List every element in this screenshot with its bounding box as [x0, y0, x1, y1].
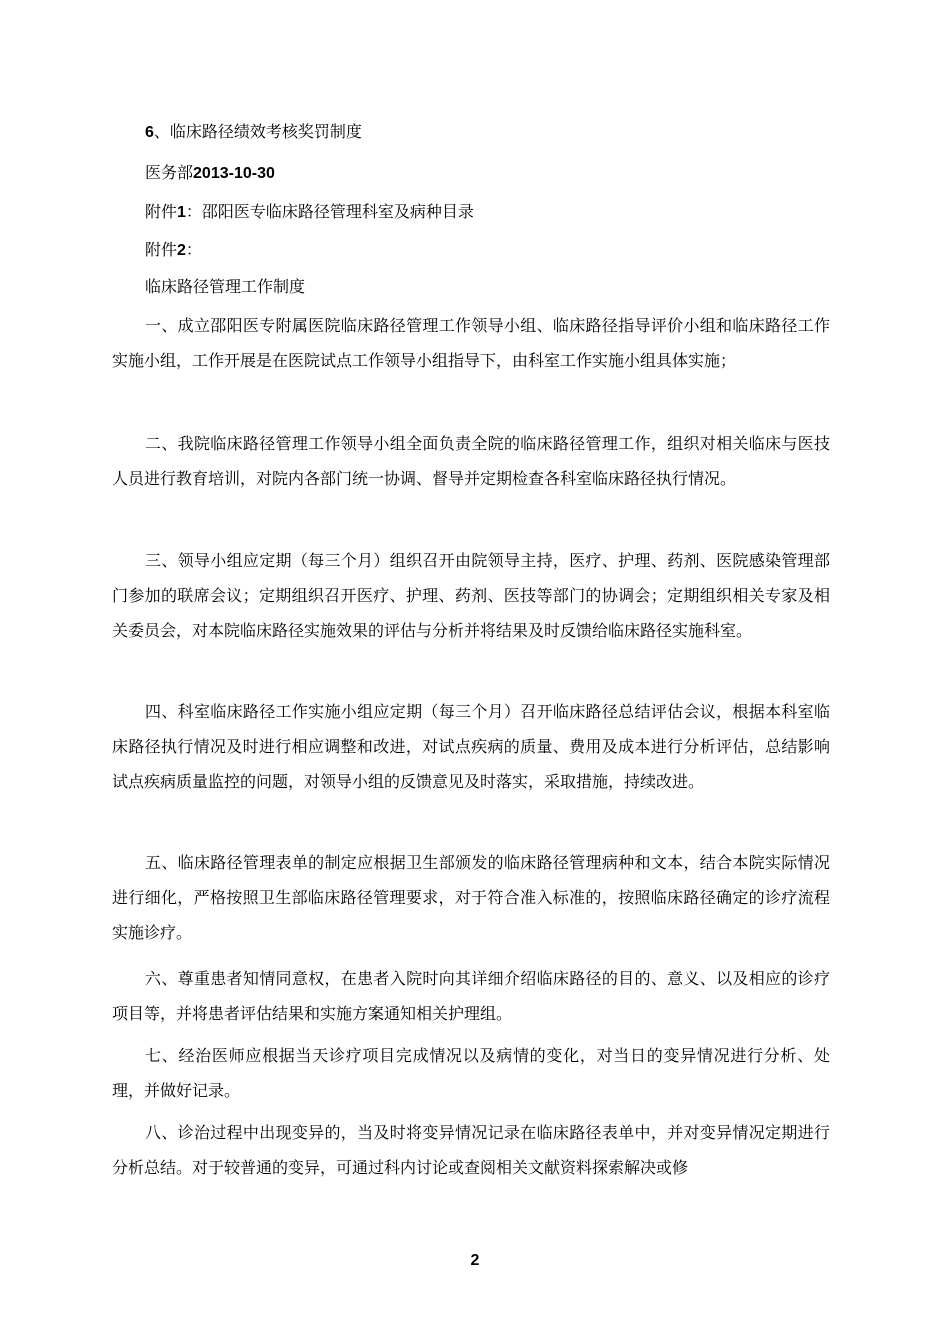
page-number: 2 [470, 1252, 480, 1269]
paragraph-2: 二、我院临床路径管理工作领导小组全面负责全院的临床路径管理工作，组织对相关临床与医技人员进行教育培训，对院内各部门统一协调、督导并定期检查各科室临床路径执行情况。 [112, 434, 830, 488]
paragraph-3: 三、领导小组应定期（每三个月）组织召开由院领导主持，医疗、护理、药剂、医院感染管理部门参加的联席会议；定期组织召开医疗、护理、药剂、医技等部门的协调会；定期组织相关专家及相关委员会，对本院临床路径实施效果的评估与分析并将结果及时反馈给临床路径实施科室。 [112, 551, 830, 640]
item-6-number: 6 [145, 124, 154, 141]
section-title: 临床路径管理工作制度 [145, 277, 306, 296]
attachment-1-label: 附件 [145, 202, 178, 221]
attachment-2-text: ： [185, 240, 202, 259]
attachment-1-line [145, 202, 474, 223]
paragraph-1: 一、成立邵阳医专附属医院临床路径管理工作领导小组、临床路径指导评价小组和临床路径工作实施小组，工作开展是在医院试点工作领导小组指导下，由科室工作实施小组具体实施； [112, 316, 830, 370]
attachment-2-line [145, 240, 202, 261]
item-6-line [145, 122, 362, 143]
attachment-1-text: ：邵阳医专临床路径管理科室及病种目录 [185, 202, 474, 221]
paragraph-6: 六、尊重患者知情同意权，在患者入院时向其详细介绍临床路径的目的、意义、以及相应的诊疗项目等，并将患者评估结果和实施方案通知相关护理组。 [112, 969, 830, 1023]
attachment-2-label: 附件 [145, 240, 178, 259]
paragraph-5: 五、临床路径管理表单的制定应根据卫生部颁发的临床路径管理病种和文本，结合本院实际情况进行细化，严格按照卫生部临床路径管理要求，对于符合准入标准的，按照临床路径确定的诊疗流程实施诊疗。 [112, 853, 830, 942]
paragraph-4: 四、科室临床路径工作实施小组应定期（每三个月）召开临床路径总结评估会议，根据本科室临床路径执行情况及时进行相应调整和改进，对试点疾病的质量、费用及成本进行分析评估，总结影响试点疾病质量监控的问题，对领导小组的反馈意见及时落实，采取措施，持续改进。 [112, 702, 830, 791]
attachment-2-number: 2 [177, 242, 186, 259]
item-6-text: 、临床路径绩效考核奖罚制度 [153, 122, 362, 141]
department-name: 医务部 [145, 163, 194, 182]
attachment-1-number: 1 [177, 204, 186, 221]
paragraph-7: 七、经治医师应根据当天诊疗项目完成情况以及病情的变化，对当日的变异情况进行分析、处理，并做好记录。 [112, 1046, 830, 1100]
paragraph-8: 八、诊治过程中出现变异的，当及时将变异情况记录在临床路径表单中，并对变异情况定期进行分析总结。对于较普通的变异，可通过科内讨论或查阅相关文献资料探索解决或修 [112, 1123, 830, 1177]
department-date-line [145, 163, 275, 184]
document-date: 2013-10-30 [193, 165, 275, 182]
